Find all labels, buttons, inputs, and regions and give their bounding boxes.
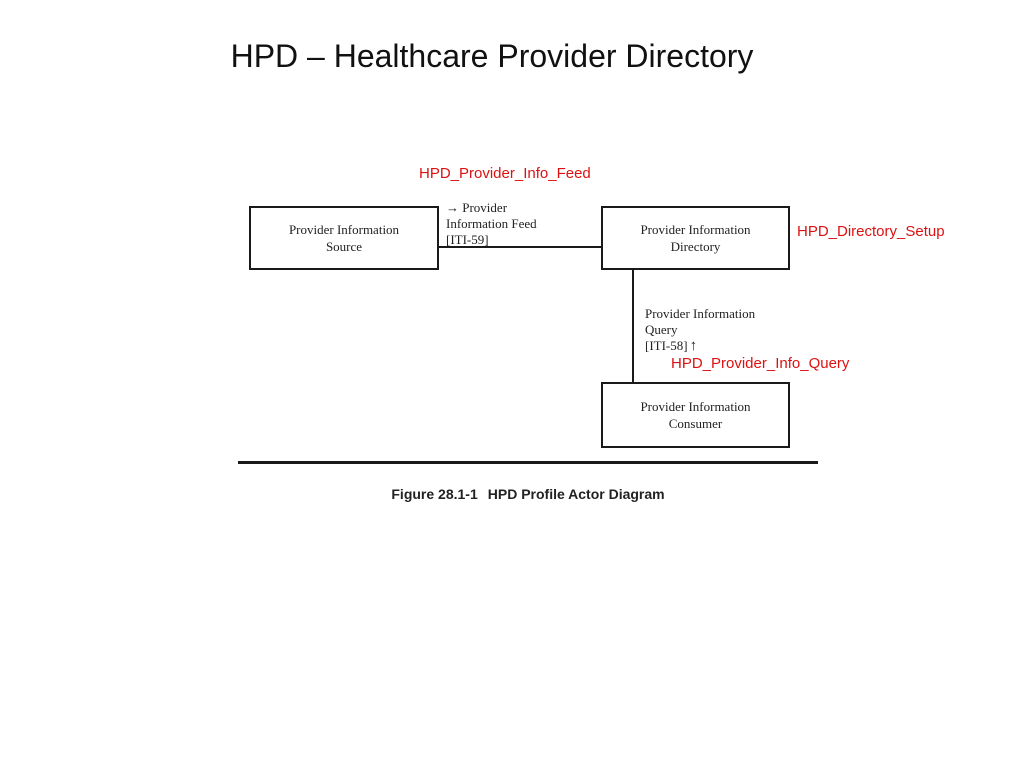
directory-setup-annotation: HPD_Directory_Setup xyxy=(797,223,945,240)
feed-transaction-line1: → Provider xyxy=(446,200,508,215)
actor-directory-label-line2: Directory xyxy=(670,239,721,254)
slide-title: HPD – Healthcare Provider Directory xyxy=(230,38,754,74)
actor-source-label-line2: Source xyxy=(325,239,363,254)
figure-divider xyxy=(238,461,818,464)
query-transaction-label xyxy=(645,306,755,354)
actor-source-box xyxy=(249,206,439,270)
query-transaction-line3: [ITI-58] xyxy=(645,338,688,353)
query-transaction-line1: Provider Information xyxy=(645,306,756,321)
actor-consumer-label-line2: Consumer xyxy=(668,416,723,431)
actor-consumer-box xyxy=(601,382,790,448)
feed-transaction-line2: Information Feed xyxy=(446,216,537,231)
actor-consumer-label-line1: Provider Information xyxy=(640,399,751,414)
up-arrow-icon: ↑ xyxy=(689,338,698,354)
query-annotation: HPD_Provider_Info_Query xyxy=(671,355,850,372)
query-connector-line xyxy=(632,270,634,383)
actor-directory-box xyxy=(601,206,790,270)
feed-annotation: HPD_Provider_Info_Feed xyxy=(419,165,591,182)
figure-caption-text: HPD Profile Actor Diagram xyxy=(487,486,665,502)
figure-caption xyxy=(238,486,818,502)
figure-caption-number: Figure 28.1-1 xyxy=(391,486,478,502)
actor-directory-label-line1: Provider Information xyxy=(640,222,751,237)
feed-transaction-line3: [ITI-59] xyxy=(446,232,489,247)
actor-source-label-line1: Provider Information xyxy=(288,222,400,237)
feed-transaction-label xyxy=(446,200,537,248)
query-transaction-line2: Query xyxy=(645,322,678,337)
